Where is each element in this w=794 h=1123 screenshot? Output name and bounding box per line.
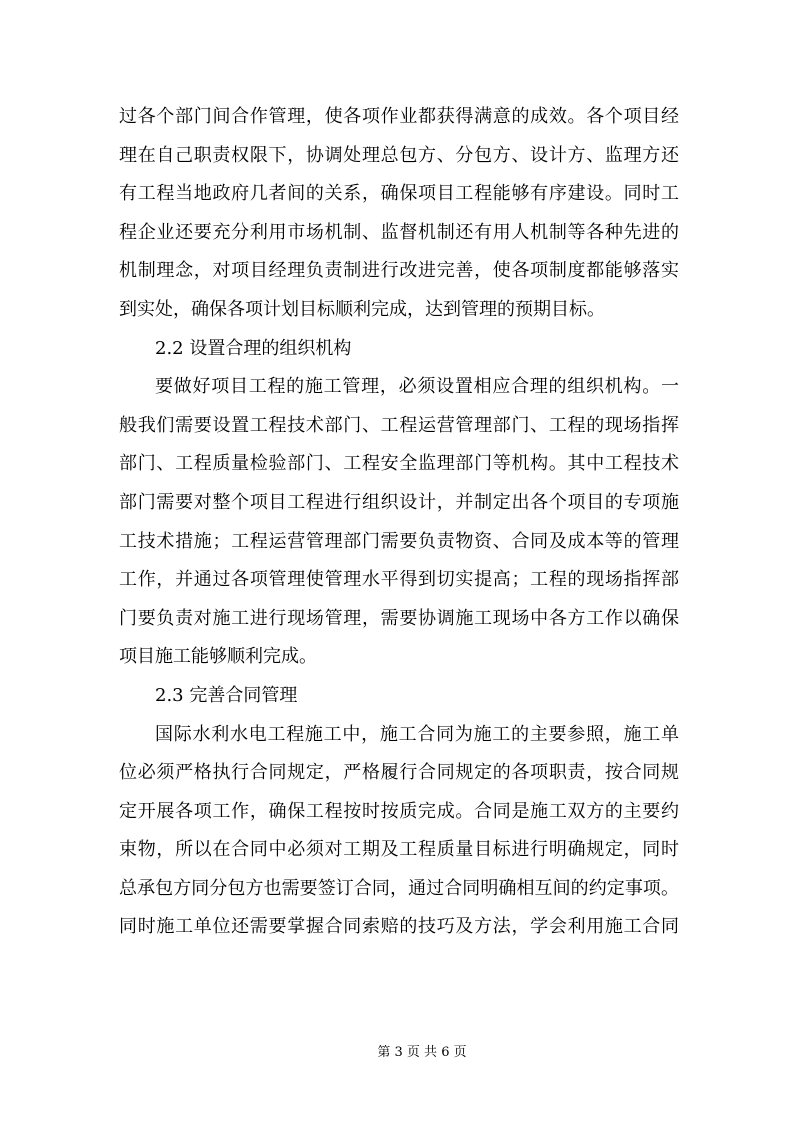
section-heading: 2.2 设置合理的组织机构 xyxy=(155,337,352,359)
text-line: 工技术措施；工程运营管理部门需要负责物资、合同及成本等的管理 xyxy=(119,530,679,552)
text-line: 位必须严格执行合同规定，严格履行合同规定的各项职责，按合同规 xyxy=(119,762,679,784)
text-line: 程企业还要充分利用市场机制、监督机制还有用人机制等各种先进的 xyxy=(119,221,679,243)
section-heading: 2.3 完善合同管理 xyxy=(155,684,298,706)
text-line: 总承包方同分包方也需要签订合同，通过合同明确相互间的约定事项。 xyxy=(119,877,679,899)
text-line: 般我们需要设置工程技术部门、工程运营管理部门、工程的现场指挥 xyxy=(119,414,679,436)
text-line: 同时施工单位还需要掌握合同索赔的技巧及方法，学会利用施工合同 xyxy=(119,916,679,938)
text-line: 机制理念，对项目经理负责制进行改进完善，使各项制度都能够落实 xyxy=(119,260,679,282)
text-line: 部门、工程质量检验部门、工程安全监理部门等机构。其中工程技术 xyxy=(119,453,679,475)
text-line: 有工程当地政府几者间的关系，确保项目工程能够有序建设。同时工 xyxy=(119,183,679,205)
body-text xyxy=(119,98,679,947)
text-line: 工作，并通过各项管理使管理水平得到切实提高；工程的现场指挥部 xyxy=(119,569,679,591)
text-line: 理在自己职责权限下，协调处理总包方、分包方、设计方、监理方还 xyxy=(119,144,679,166)
text-line: 过各个部门间合作管理，使各项作业都获得满意的成效。各个项目经 xyxy=(119,106,679,127)
text-line: 部门需要对整个项目工程进行组织设计，并制定出各个项目的专项施 xyxy=(119,491,679,513)
text-line: 定开展各项工作，确保工程按时按质完成。合同是施工双方的主要约 xyxy=(119,800,679,822)
text-line: 到实处，确保各项计划目标顺利完成，达到管理的预期目标。 xyxy=(119,298,605,320)
page-number: 第 3 页 共 6 页 xyxy=(377,1045,467,1060)
text-line: 束物，所以在合同中必须对工期及工程质量目标进行明确规定，同时 xyxy=(119,839,679,861)
text-line: 项目施工能够顺利完成。 xyxy=(119,646,317,668)
text-line: 要做好项目工程的施工管理，必须设置相应合理的组织机构。一 xyxy=(155,376,679,398)
text-line: 门要负责对施工进行现场管理，需要协调施工现场中各方工作以确保 xyxy=(119,607,679,629)
text-line: 国际水利水电工程施工中，施工合同为施工的主要参照，施工单 xyxy=(155,723,679,745)
